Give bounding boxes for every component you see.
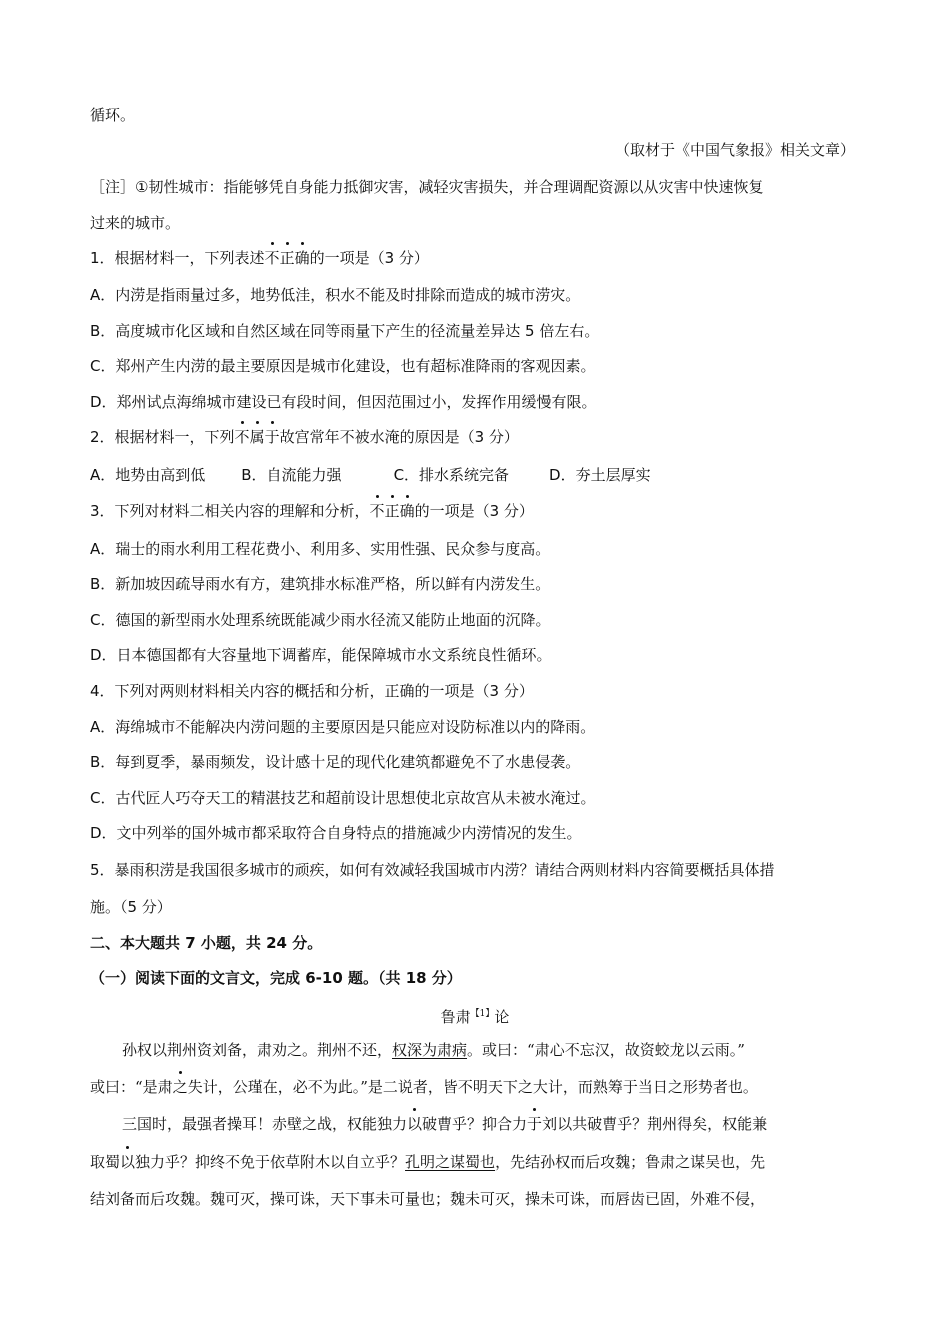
question-2-option-d: D．夯土层厚实 (549, 466, 651, 484)
question-5-line-2: 施。（5 分） (90, 898, 172, 916)
question-4-option-c: C．古代匠人巧夺天工的精湛技艺和超前设计思想使北京故宫从未被水淹过。 (90, 789, 596, 807)
question-5-line-1: 5．暴雨积涝是我国很多城市的顽疾，如何有效减轻我国城市内涝？请结合两则材料内容简要概括具体措 (90, 861, 775, 879)
question-3-stem-text: 3．下列对材料二相关内容的理解和分析， (90, 502, 370, 520)
emphasis-char: 不 (369, 502, 385, 520)
question-3-option-b: B．新加坡因疏导雨水有方，建筑排水标准严格，所以鲜有内涝发生。 (90, 575, 551, 593)
passage-text: 刘以共破曹乎？荆州得矣，权能兼 (542, 1115, 768, 1133)
passage-text: 取蜀 (90, 1153, 121, 1171)
question-1-stem-end: 的一项是（3 分） (309, 249, 429, 267)
emphasis-char: 以 (120, 1153, 136, 1171)
passage-text: 孙权以荆州资刘备，肃劝之。荆州不还， (122, 1041, 393, 1059)
passage-text: 三国时，最强者操耳！赤壁之战，权能独力 (122, 1115, 408, 1133)
question-1-stem-text: 1．根据材料一，下列表述 (90, 249, 265, 267)
emphasis-char: 正 (279, 249, 295, 267)
passage-p2-line-2 (90, 1151, 860, 1173)
passage-title-end: 论 (494, 1008, 510, 1026)
section-2-heading: 二、本大题共 7 小题，共 24 分。 (90, 934, 323, 952)
emphasis-char: 不 (264, 249, 280, 267)
question-1-option-d: D．郑州试点海绵城市建设已有段时间，但因范围过小，发挥作用缓慢有限。 (90, 393, 597, 411)
question-1-stem (90, 247, 860, 269)
emphasis-char: 以 (407, 1115, 423, 1133)
passage-p2-line-1 (90, 1113, 860, 1135)
question-4-option-d: D．文中列举的国外城市都采取符合自身特点的措施减少内涝情况的发生。 (90, 824, 582, 842)
underlined-sentence: 权深为肃病 (392, 1041, 468, 1059)
emphasis-char: 于 (527, 1115, 543, 1133)
underlined-sentence: 孔明之谋蜀也 (405, 1153, 496, 1171)
emphasis-char: 正 (384, 502, 400, 520)
question-3-stem (90, 500, 860, 522)
emphasis-char: 确 (399, 502, 415, 520)
passage-p1-line-1 (90, 1039, 860, 1061)
section-2-1-heading: （一）阅读下面的文言文，完成 6-10 题。（共 18 分） (90, 969, 462, 987)
question-1-option-c: C．郑州产生内涝的最主要原因是城市化建设，也有超标准降雨的客观因素。 (90, 357, 596, 375)
question-2-stem-text: 2．根据材料一，下列 (90, 428, 235, 446)
material-tail: 循环。 (90, 106, 136, 124)
source-citation: （取材于《中国气象报》相关文章） (614, 141, 855, 159)
emphasis-char: 不 (234, 428, 250, 446)
passage-text: ，先结孙权而后攻魏；鲁肃之谋吴也，先 (495, 1153, 766, 1171)
question-2-option-c: C．排水系统完备 (393, 466, 510, 484)
question-3-option-c: C．德国的新型雨水处理系统既能减少雨水径流又能防止地面的沉降。 (90, 611, 551, 629)
question-4-option-a: A．海绵城市不能解决内涝问题的主要原因是只能应对设防标准以内的降雨。 (90, 718, 596, 736)
question-2-option-b: B．自流能力强 (241, 466, 342, 484)
passage-title (0, 1003, 950, 1028)
question-1-option-b: B．高度城市化区域和自然区域在同等雨量下产生的径流量差异达 5 倍左右。 (90, 322, 600, 340)
question-3-stem-end: 的一项是（3 分） (414, 502, 534, 520)
question-3-option-a: A．瑞士的雨水利用工程花费小、利用多、实用性强、民众参与度高。 (90, 540, 551, 558)
question-2-options (90, 464, 860, 486)
passage-title-text: 鲁肃 (440, 1008, 471, 1026)
passage-text: 。或曰：“肃心不忘汉，故资蛟龙以云雨。” (467, 1041, 745, 1059)
question-4-option-b: B．每到夏季，暴雨频发，设计感十足的现代化建筑都避免不了水患侵袭。 (90, 753, 581, 771)
passage-text: 破曹乎？抑合力 (422, 1115, 528, 1133)
question-4-stem: 4．下列对两则材料相关内容的概括和分析，正确的一项是（3 分） (90, 682, 534, 700)
question-1-option-a: A．内涝是指雨量过多，地势低洼，积水不能及时排除而造成的城市涝灾。 (90, 286, 581, 304)
question-2-option-a: A．地势由高到低 (90, 466, 206, 484)
question-2-stem (90, 426, 860, 448)
emphasis-char: 属 (249, 428, 265, 446)
passage-p1-line-2 (90, 1076, 860, 1098)
passage-text: 失计，公瑾在，必不为此。”是二说者，皆不明天下之大计，而熟筹于当日之形势者也。 (187, 1078, 758, 1096)
note-line-1: ［注］①韧性城市：指能够凭自身能力抵御灾害，减轻灾害损失，并合理调配资源以从灾害中快速恢复 (90, 178, 764, 196)
emphasis-char: 确 (294, 249, 310, 267)
emphasis-char: 于 (264, 428, 280, 446)
emphasis-char: 之 (172, 1078, 188, 1096)
question-2-stem-end: 故宫常年不被水淹的原因是（3 分） (279, 428, 519, 446)
passage-text: 独力乎？抑终不免于依草附木以自立乎？ (135, 1153, 406, 1171)
footnote-marker: 【1】 (470, 1009, 495, 1019)
question-3-option-d: D．日本德国都有大容量地下调蓄库，能保障城市水文系统良性循环。 (90, 646, 552, 664)
passage-p2-line-3: 结刘备而后攻魏。魏可灭，操可诛，天下事未可量也；魏未可灭，操未可诛，而唇齿已固，外难不侵， (90, 1190, 766, 1208)
passage-text: 或曰：“是肃 (90, 1078, 173, 1096)
note-line-2: 过来的城市。 (90, 214, 181, 232)
